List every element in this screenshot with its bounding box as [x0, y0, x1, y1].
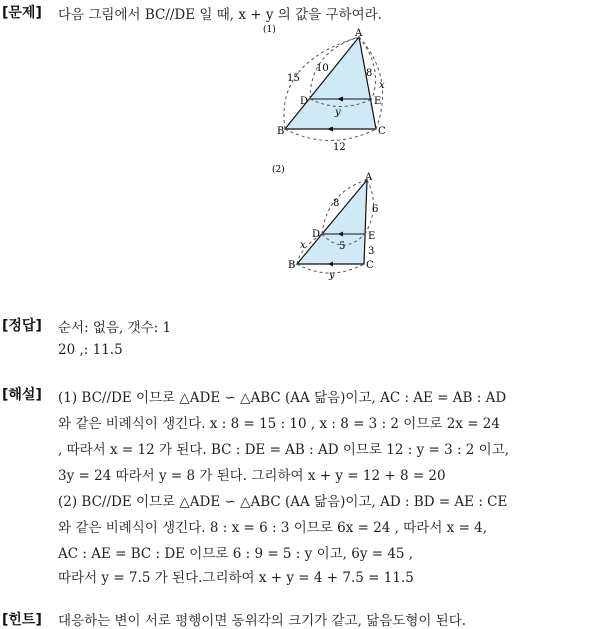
answer-tag: [정답] — [2, 318, 42, 334]
fig2-label-x: x — [300, 240, 306, 251]
fig2-point-e: E — [368, 231, 376, 242]
fig1-label-8: 8 — [366, 68, 373, 79]
fig1-label-10: 10 — [316, 63, 329, 74]
fig2-label-8: 8 — [333, 198, 340, 209]
fig1-point-e: E — [374, 96, 382, 107]
fig1-point-c: C — [378, 126, 386, 137]
fig2-point-b: B — [288, 260, 296, 271]
fig1-label-12: 12 — [333, 142, 346, 153]
fig2-label: (2) — [272, 165, 285, 175]
fig2-point-c: C — [366, 260, 374, 271]
fig2-point-a: A — [365, 172, 373, 183]
solution-line-1: (1) BC//DE 이므로 △ADE ∽ △ABC (AA 닮음)이고, AC : AE = AB : AD — [58, 390, 507, 406]
figure-1 — [255, 22, 405, 157]
triangle-abc — [297, 180, 367, 264]
fig2-label-5: 5 — [339, 241, 346, 252]
solution-line-5: (2) BC//DE 이므로 △ADE ∽ △ABC (AA 닮음)이고, AD : BD = AE : CE — [58, 494, 508, 510]
hint-text: 대응하는 변이 서로 평행이면 동위각의 크기가 같고, 닮음도형이 된다. — [58, 613, 467, 629]
fig2-label-6: 6 — [372, 204, 379, 215]
solution-line-2: 와 같은 비례식이 생긴다. x : 8 = 15 : 10 , x : 8 = 3 : 2 이므로 2x = 24 — [58, 416, 500, 432]
solution-line-3: , 따라서 x = 12 가 된다. BC : DE = AB : AD 이므로 12 : y = 3 : 2 이고, — [58, 442, 510, 458]
answer-line-1: 순서: 없음, 갯수: 1 — [58, 320, 172, 336]
solution-line-6: 와 같은 비례식이 생긴다. 8 : x = 6 : 3 이므로 6x = 24 , 따라서 x = 4, — [58, 520, 488, 536]
problem-tag: [문제] — [2, 5, 42, 21]
fig2-label-y: y — [329, 270, 335, 280]
figure-2 — [265, 160, 395, 280]
solution-line-4: 3y = 24 따라서 y = 8 가 된다. 그리하여 x + y = 12 + 8 = 20 — [58, 468, 446, 484]
solution-line-7: AC : AE = BC : DE 이므로 6 : 9 = 5 : y 이고, 6y = 45 , — [58, 546, 414, 562]
fig1-point-d: D — [300, 96, 309, 107]
fig1-label-y: y — [335, 107, 341, 118]
fig1-label: (1) — [263, 25, 276, 35]
fig1-label-x: x — [379, 80, 385, 91]
fig1-label-15: 15 — [287, 73, 300, 84]
solution-tag: [해설] — [2, 387, 42, 403]
hint-tag: [힌트] — [2, 612, 42, 628]
problem-text: 다음 그림에서 BC//DE 일 때, x + y 의 값을 구하여라. — [58, 7, 382, 23]
fig1-point-a: A — [355, 28, 363, 39]
fig2-label-3: 3 — [368, 246, 375, 257]
solution-line-8: 따라서 y = 7.5 가 된다.그리하여 x + y = 4 + 7.5 = 11.5 — [58, 570, 414, 586]
fig1-point-b: B — [277, 126, 285, 137]
fig2-point-d: D — [312, 229, 321, 240]
answer-line-2: 20 ,: 11.5 — [58, 342, 123, 358]
